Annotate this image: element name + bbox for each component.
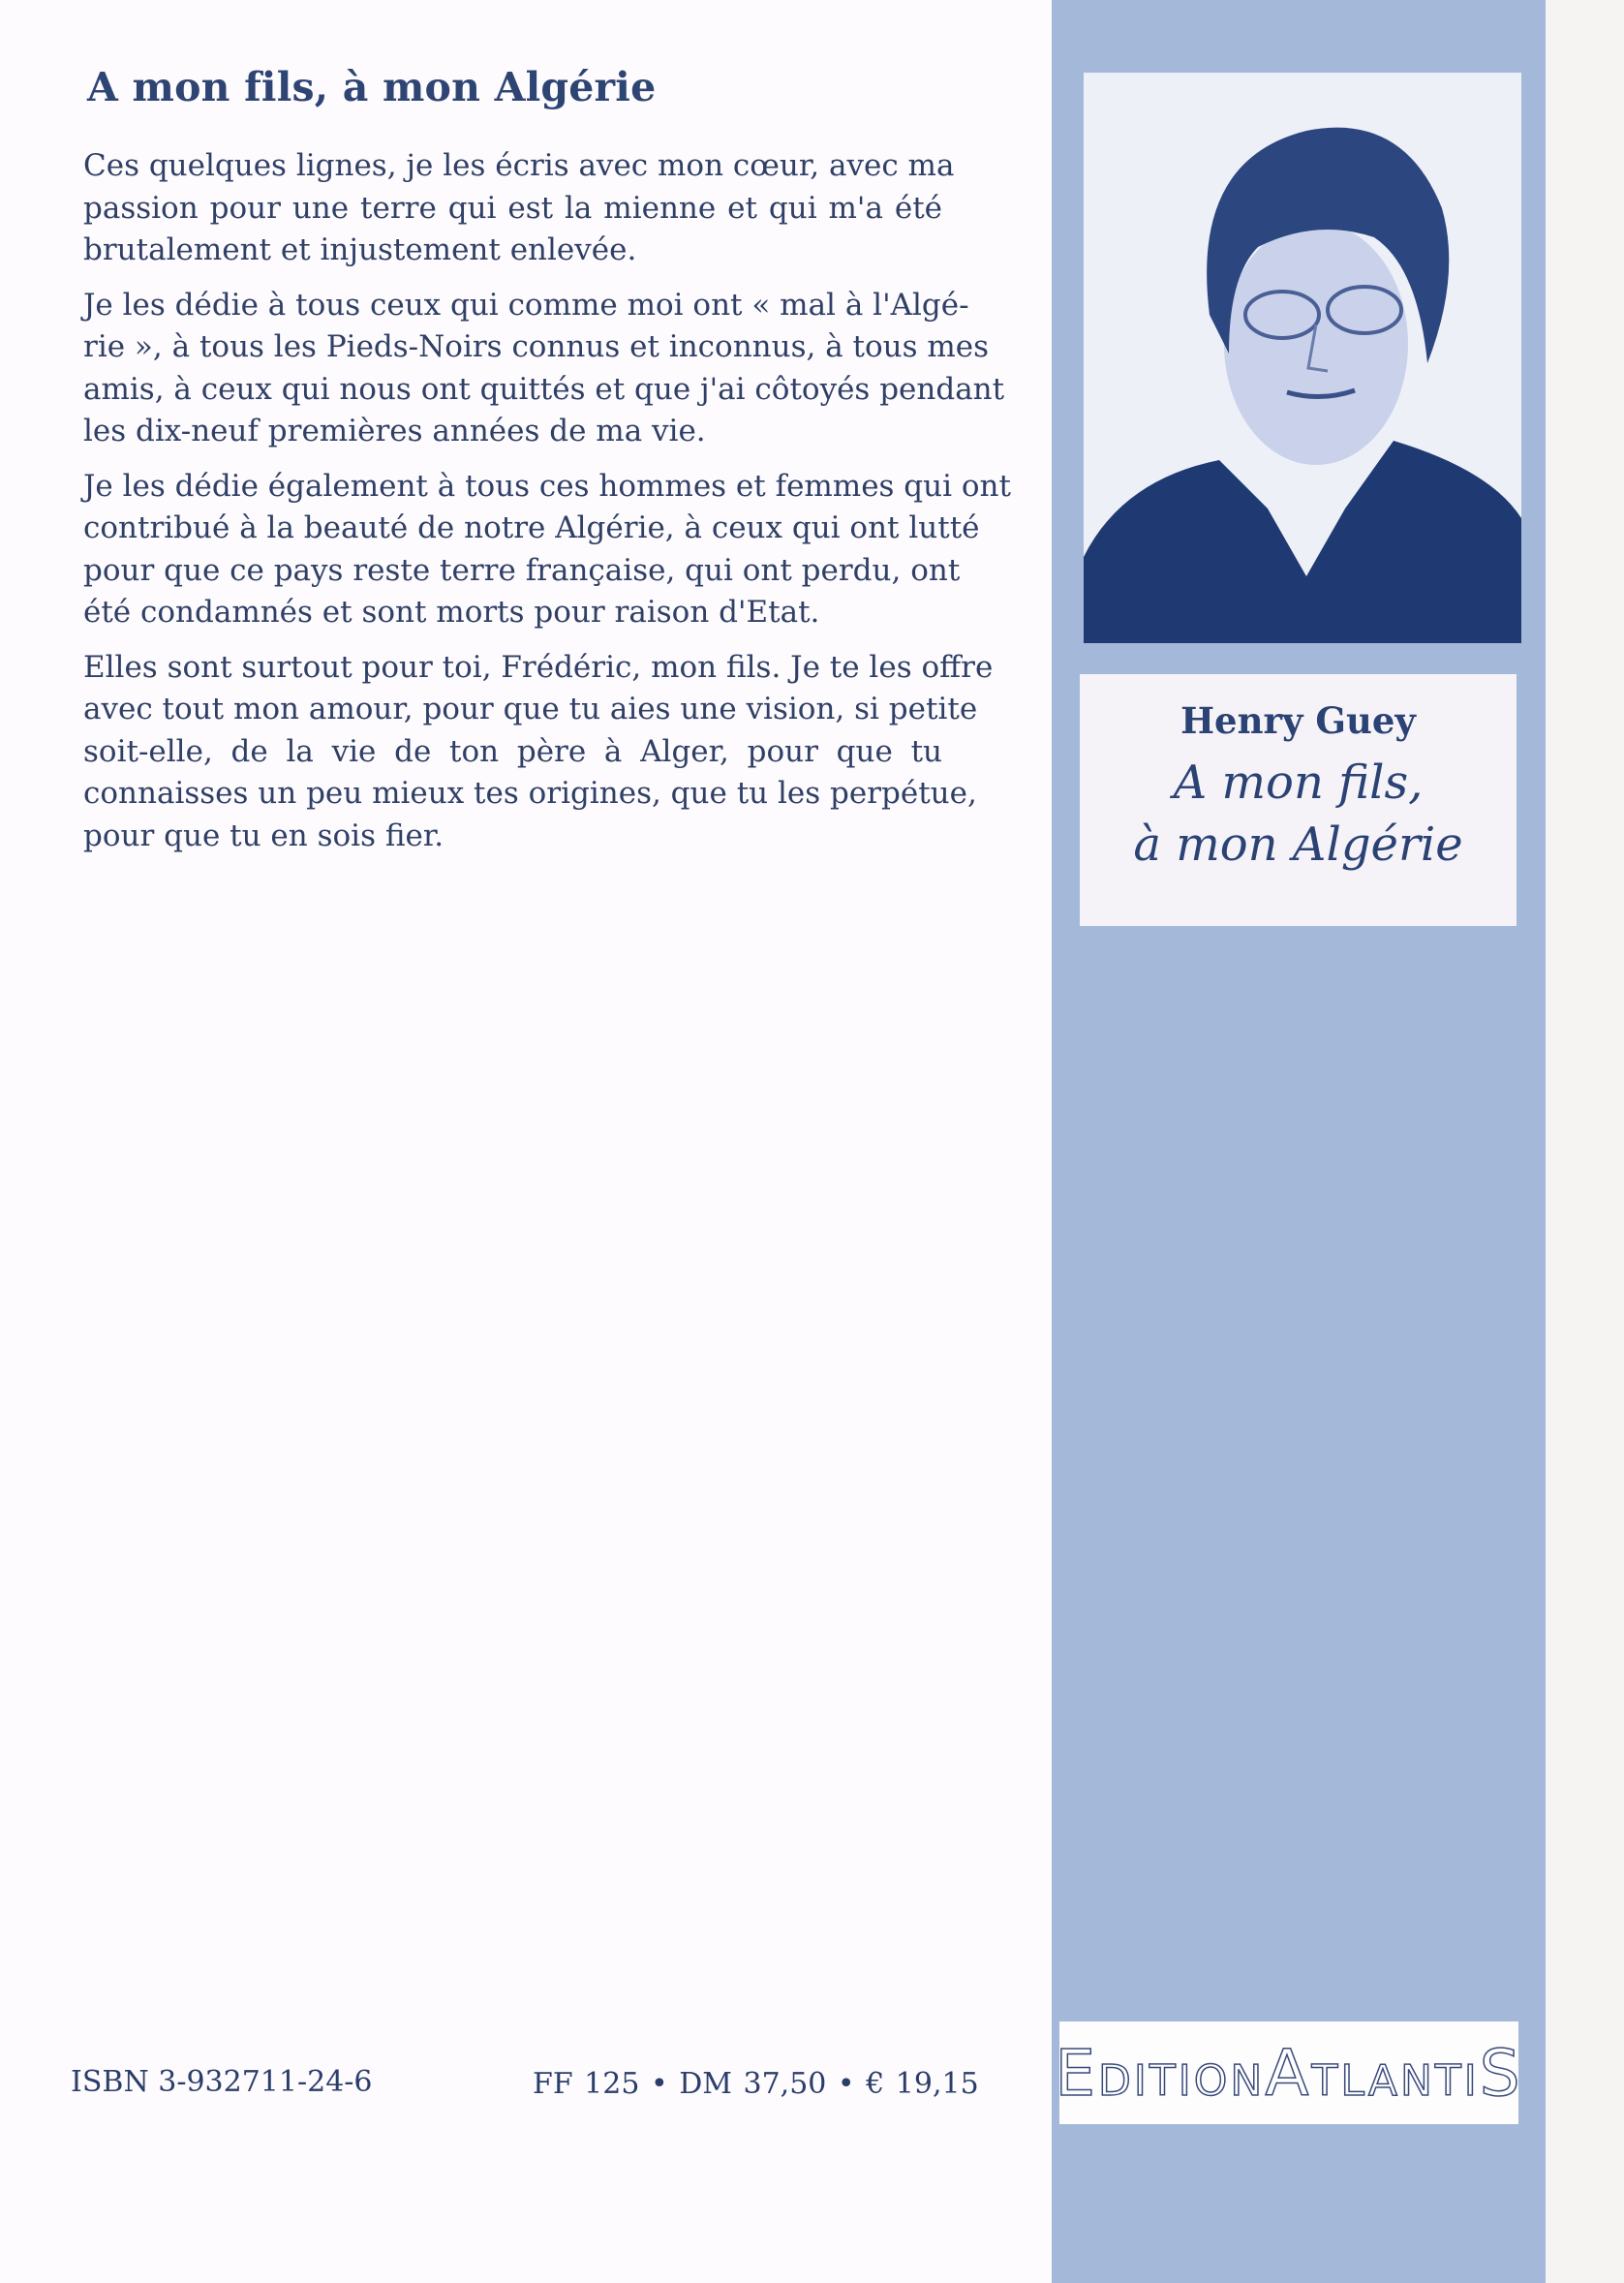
- author-name: Henry Guey: [1180, 699, 1416, 742]
- dedication-text: [83, 145, 1011, 870]
- text-line: amis, à ceux qui nous ont quittés et que j'ai côtoyés pendant: [83, 371, 1005, 407]
- text-line: rie », à tous les Pieds-Noirs connus et inconnus, à tous mes: [83, 329, 990, 364]
- text-line: avec tout mon amour, pour que tu aies une vision, si petite: [83, 692, 978, 726]
- text-line: Elles sont surtout pour toi, Frédéric, mon fils. Je te les offre: [83, 649, 994, 685]
- paragraph: [83, 285, 1005, 453]
- book-title-line2: à mon Algérie: [1133, 818, 1463, 872]
- text-line: les dix-neuf premières années de ma vie.: [83, 414, 706, 448]
- paragraph: [83, 647, 994, 858]
- text-line: Je les dédie également à tous ces hommes et femmes qui ont: [83, 468, 1011, 504]
- text-line: contribué à la beauté de notre Algérie, à ceux qui ont lutté: [83, 510, 980, 545]
- paragraph: [83, 466, 1011, 634]
- text-line: été condamnés et sont morts pour raison d'Etat.: [83, 595, 820, 630]
- price: FF 125 • DM 37,50 • € 19,15: [533, 2067, 979, 2101]
- text-line: connaisses un peu mieux tes origines, que tu les perpétue,: [83, 776, 977, 811]
- text-line: soit-elle, de la vie de ton père à Alger, pour que tu: [83, 733, 942, 769]
- publisher-logo-text: EDITIONATLANTIS: [1055, 2035, 1523, 2111]
- isbn: ISBN 3-932711-24-6: [71, 2065, 373, 2099]
- text-line: pour que tu en sois fier.: [83, 818, 444, 853]
- paragraph: [83, 145, 955, 272]
- text-line: Ces quelques lignes, je les écris avec mon cœur, avec ma: [83, 148, 955, 183]
- book-title: [1080, 752, 1517, 876]
- text-line: passion pour une terre qui est la mienne et qui m'a été: [83, 190, 942, 226]
- back-cover-title: A mon fils, à mon Algérie: [87, 64, 657, 110]
- text-line: brutalement et injustement enlevée.: [83, 232, 637, 267]
- publisher-logo: [1055, 2021, 1523, 2124]
- author-photo: [1084, 73, 1521, 643]
- text-line: pour que ce pays reste terre française, qui ont perdu, ont: [83, 552, 961, 588]
- book-title-line1: A mon fils,: [1173, 756, 1424, 810]
- text-line: Je les dédie à tous ceux qui comme moi ont « mal à l'Algé-: [83, 287, 969, 323]
- author-title-box: [1080, 674, 1517, 926]
- page-edge: [1546, 0, 1624, 2283]
